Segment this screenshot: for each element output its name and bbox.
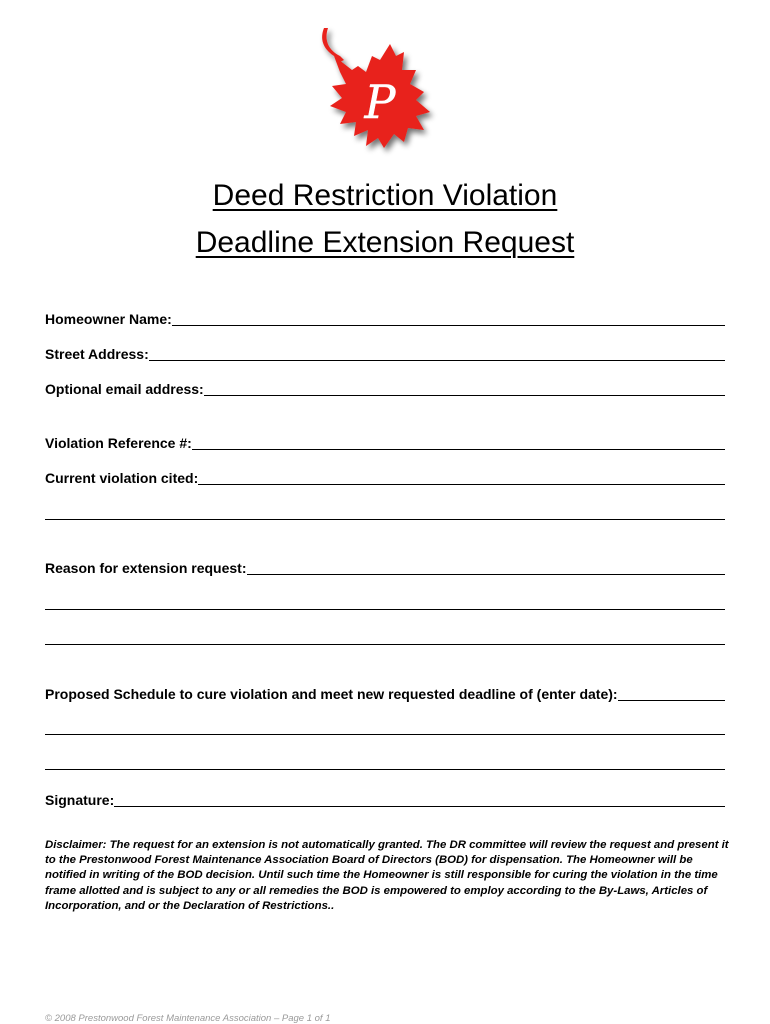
- current-violation-extra-line[interactable]: [45, 519, 725, 520]
- street-address-line[interactable]: [149, 346, 725, 361]
- disclaimer-text: Disclaimer: The request for an extension is not automatically granted. The DR committee will review the request and present it to the Prestonwood Forest Maintenance Association Board of Directors (BOD) for dispensation. The Homeowner will be notified in writing of the BOD decision. Until such time the Homeowner is still responsible for curing the violation in the time frame allotted and is subject to any or all remedies the BOD is empowered to employ according to the By-Laws, Articles of Incorporation, and or the Declaration of Restrictions..: [45, 839, 729, 912]
- reason-field[interactable]: [45, 558, 725, 576]
- reason-label: Reason for extension request:: [45, 560, 247, 576]
- current-violation-line[interactable]: [198, 470, 725, 485]
- logo-letter: P: [364, 75, 396, 129]
- violation-reference-label: Violation Reference #:: [45, 435, 192, 451]
- page-title-line1: Deed Restriction Violation: [212, 179, 558, 212]
- maple-leaf-logo: [300, 26, 450, 186]
- email-field[interactable]: [45, 379, 725, 397]
- signature-line[interactable]: [114, 792, 725, 807]
- current-violation-field[interactable]: [45, 468, 725, 486]
- page-footer: © 2008 Prestonwood Forest Maintenance Association – Page 1 of 1: [45, 1013, 331, 1024]
- proposed-schedule-line[interactable]: [618, 686, 725, 701]
- proposed-schedule-extra-line-2[interactable]: [45, 769, 725, 770]
- email-label: Optional email address:: [45, 381, 204, 397]
- homeowner-name-label: Homeowner Name:: [45, 311, 172, 327]
- proposed-schedule-extra-line-1[interactable]: [45, 734, 725, 735]
- violation-reference-field[interactable]: [45, 433, 725, 451]
- street-address-field[interactable]: [45, 344, 725, 362]
- homeowner-name-field[interactable]: [45, 309, 725, 327]
- current-violation-label: Current violation cited:: [45, 470, 199, 486]
- homeowner-name-line[interactable]: [172, 311, 725, 326]
- street-address-label: Street Address:: [45, 346, 149, 362]
- email-line[interactable]: [204, 381, 725, 396]
- proposed-schedule-label: Proposed Schedule to cure violation and meet new requested deadline of (enter date):: [45, 686, 618, 702]
- reason-extra-line-2[interactable]: [45, 644, 725, 645]
- page-title-line2: Deadline Extension Request: [195, 226, 575, 259]
- reason-extra-line-1[interactable]: [45, 609, 725, 610]
- reason-line[interactable]: [247, 560, 726, 575]
- signature-label: Signature:: [45, 792, 115, 808]
- violation-reference-line[interactable]: [192, 435, 725, 450]
- signature-field[interactable]: [45, 790, 725, 808]
- proposed-schedule-field[interactable]: [45, 684, 725, 702]
- maple-leaf-icon: [300, 26, 450, 186]
